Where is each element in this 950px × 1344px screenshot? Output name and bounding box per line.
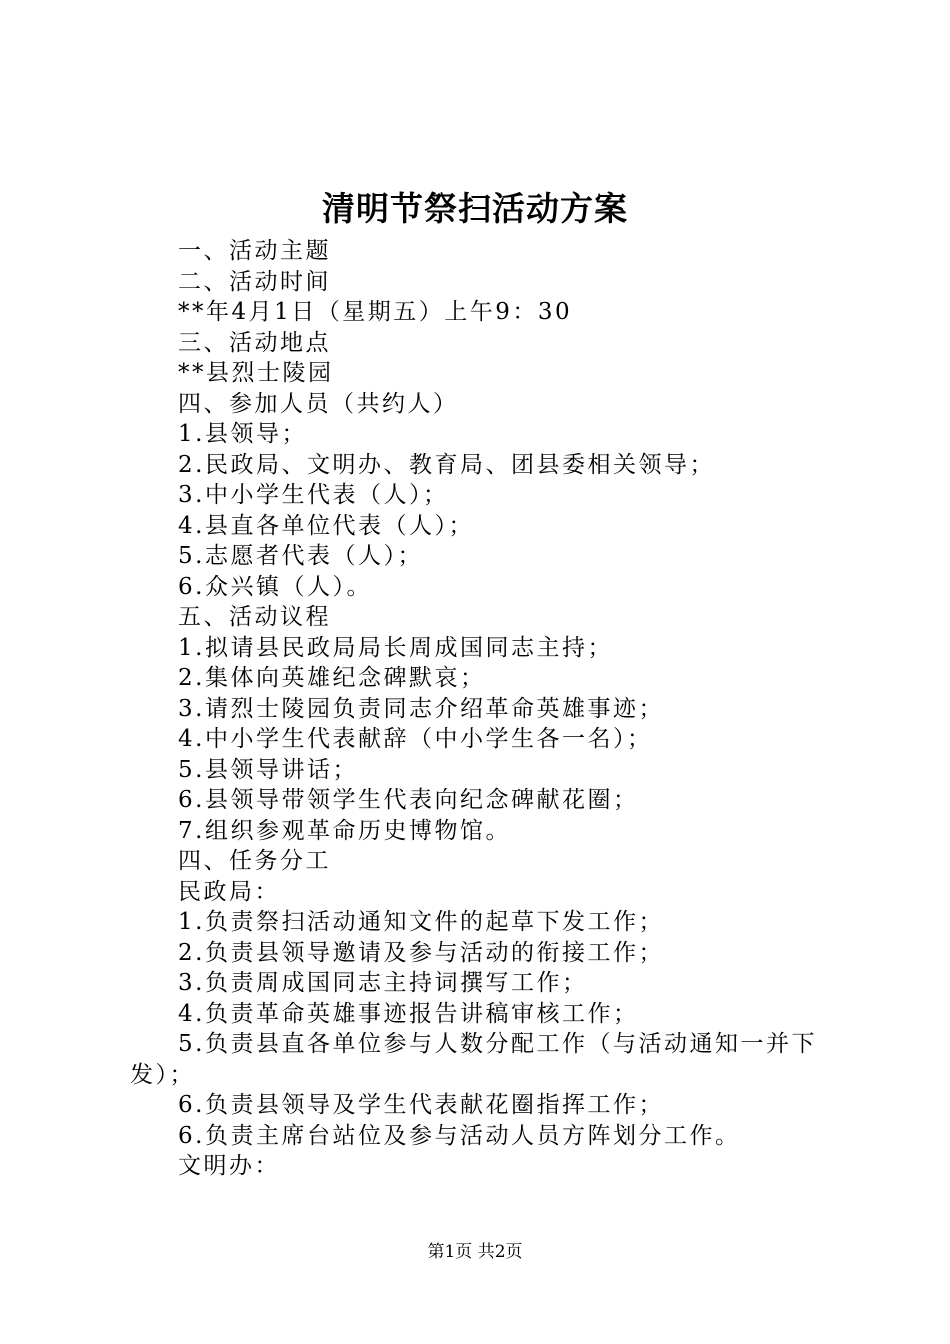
section-heading: 一、活动主题: [178, 238, 331, 264]
page-footer: 第1页 共2页: [427, 1242, 523, 1262]
subsection-label: 文明办：: [178, 1153, 280, 1179]
wrapped-list-item: [130, 1029, 838, 1090]
list-item: 6.县领导带领学生代表向纪念碑献花圈；: [178, 787, 639, 813]
section-heading: 二、活动时间: [178, 268, 331, 295]
list-item: 2.民政局、文明办、教育局、团县委相关领导；: [178, 451, 715, 478]
document-body: [130, 236, 838, 1182]
list-item: 1.县领导；: [178, 421, 307, 447]
list-item: 6.负责县领导及学生代表献花圈指挥工作；: [178, 1092, 664, 1118]
list-item: 3.负责周成国同志主持词撰写工作；: [178, 970, 588, 996]
document-title: 清明节祭扫活动方案: [322, 189, 628, 228]
list-item: 4.负责革命英雄事迹报告讲稿审核工作；: [178, 1000, 639, 1027]
list-item-continuation: 发）；: [130, 1061, 195, 1088]
list-item: 7.组织参观革命历史博物馆。: [178, 817, 511, 844]
list-item: 5.志愿者代表（人）；: [178, 543, 423, 569]
paragraph-line: **县烈士陵园: [178, 360, 334, 386]
list-item: 5.负责县直各单位参与人数分配工作（与活动通知一并下: [178, 1031, 817, 1057]
section-heading: 四、参加人员（共约人）: [178, 390, 459, 417]
list-item: 2.负责县领导邀请及参与活动的衔接工作；: [178, 939, 664, 966]
section-heading: 三、活动地点: [178, 329, 331, 356]
subsection-label: 民政局：: [178, 878, 280, 905]
list-item: 3.请烈士陵园负责同志介绍革命英雄事迹；: [178, 695, 664, 722]
list-item: 4.中小学生代表献辞（中小学生各一名）；: [178, 726, 653, 752]
section-heading: 五、活动议程: [178, 604, 331, 630]
list-item: 6.负责主席台站位及参与活动人员方阵划分工作。: [178, 1122, 741, 1149]
list-item: 3.中小学生代表（人）；: [178, 482, 449, 508]
paragraph-line: **年4月1日（星期五）上午9：30: [178, 299, 573, 325]
list-item: 6.众兴镇（人）。: [178, 573, 372, 600]
list-item: 1.负责祭扫活动通知文件的起草下发工作；: [178, 909, 664, 935]
list-item: 5.县领导讲话；: [178, 756, 358, 783]
section-heading: 四、任务分工: [178, 848, 331, 874]
list-item: 2.集体向英雄纪念碑默哀；: [178, 665, 486, 691]
list-item: 4.县直各单位代表（人）；: [178, 512, 474, 539]
list-item: 1.拟请县民政局局长周成国同志主持；: [178, 634, 613, 661]
